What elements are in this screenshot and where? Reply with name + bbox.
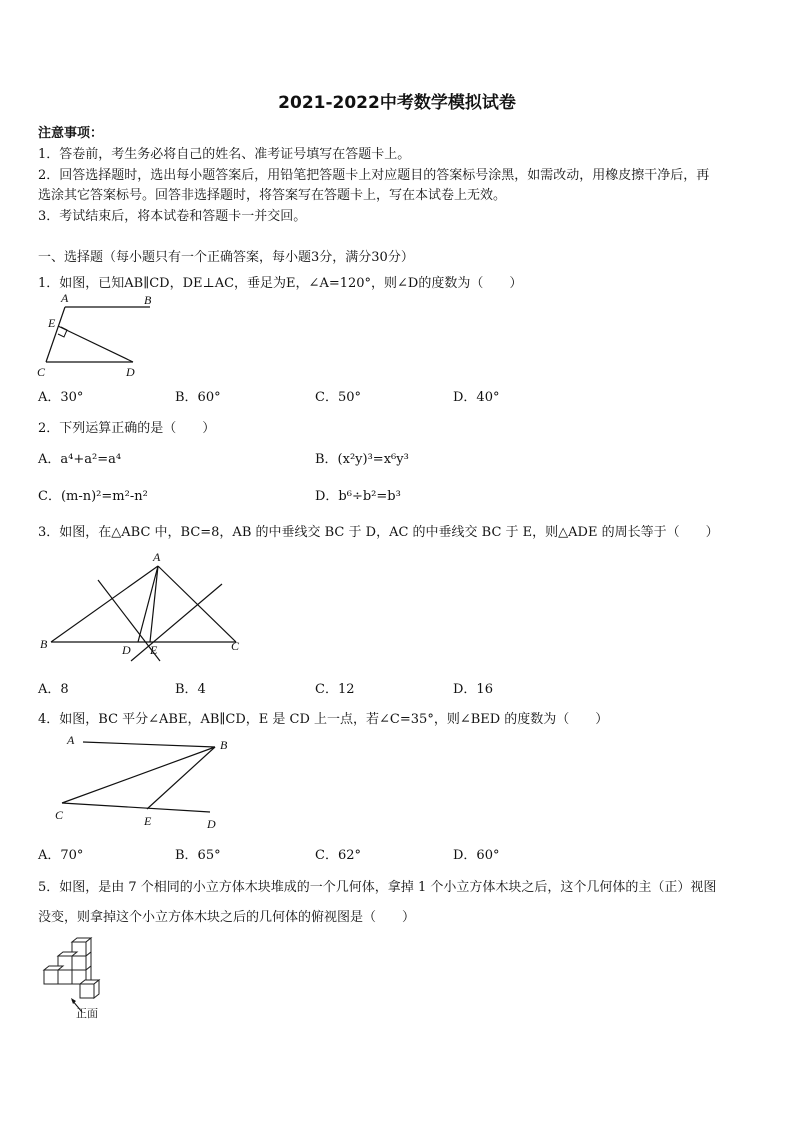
question-5-stem: 5．如图，是由 7 个相同的小立方体木块堆成的一个几何体，拿掉 1 个小立方体木块之后，这个几何体的主（正）视图 (38, 880, 717, 895)
option[interactable]: C．(m-n)²=m²-n² (38, 489, 148, 504)
option[interactable]: A．70° (38, 848, 84, 863)
figure-label: C (55, 808, 64, 822)
notice-heading: 注意事项： (38, 126, 104, 141)
figure-label: C (37, 365, 46, 379)
figure-label: A (153, 550, 161, 564)
option[interactable]: B．60° (175, 390, 221, 405)
figure-label: B (40, 637, 48, 651)
figure-label: A (67, 733, 75, 747)
question-5-cube-figure (36, 936, 116, 1024)
option[interactable]: B．(x²y)³=x⁶y³ (315, 452, 409, 467)
figure-label: E (48, 316, 56, 330)
option[interactable]: A．30° (38, 390, 84, 405)
option[interactable]: C．12 (315, 682, 355, 697)
figure-label: D (122, 643, 131, 657)
option[interactable]: A．8 (38, 682, 69, 697)
question-3-figure (36, 548, 242, 662)
notice-item: 2．回答选择题时，选出每小题答案后，用铅笔把答题卡上对应题目的答案标号涂黑，如需改动，用橡皮擦干净后，再 (38, 168, 710, 183)
notice-item: 1．答卷前，考生务必将自己的姓名、准考证号填写在答题卡上。 (38, 147, 411, 162)
front-view-label: 正面 (76, 1007, 98, 1020)
option[interactable]: D．40° (453, 390, 500, 405)
question-5-stem: 没变，则拿掉这个小立方体木块之后的几何体的俯视图是（ ） (38, 910, 416, 925)
option[interactable]: C．50° (315, 390, 361, 405)
figure-label: E (150, 643, 158, 657)
question-4-figure (50, 730, 235, 832)
figure-label: D (207, 817, 216, 831)
question-4-stem: 4．如图，BC 平分∠ABE，AB∥CD，E 是 CD 上一点，若∠C=35°，则∠BED 的度数为（ ） (38, 712, 609, 727)
option[interactable]: D．b⁶÷b²=b³ (315, 489, 401, 504)
section-heading: 一、选择题（每小题只有一个正确答案，每小题3分，满分30分） (38, 250, 414, 265)
notice-item: 选涂其它答案标号。回答非选择题时，将答案写在答题卡上，写在本试卷上无效。 (38, 188, 507, 203)
figure-label: B (144, 293, 152, 307)
notice-item: 3．考试结束后，将本试卷和答题卡一并交回。 (38, 209, 307, 224)
page-title: 2021-2022中考数学模拟试卷 (278, 93, 516, 113)
question-1-figure (30, 290, 160, 382)
option[interactable]: C．62° (315, 848, 361, 863)
question-2-stem: 2．下列运算正确的是（ ） (38, 421, 216, 436)
question-1-stem: 1．如图，已知AB∥CD，DE⊥AC，垂足为E，∠A=120°，则∠D的度数为（ ） (38, 276, 523, 291)
option[interactable]: A．a⁴+a²=a⁴ (38, 452, 122, 467)
figure-label: D (126, 365, 135, 379)
option[interactable]: D．60° (453, 848, 500, 863)
question-3-stem: 3．如图，在△ABC 中，BC=8，AB 的中垂线交 BC 于 D，AC 的中垂线交 BC 于 E，则△ADE 的周长等于（ ） (38, 525, 719, 540)
option[interactable]: D．16 (453, 682, 493, 697)
option[interactable]: B．4 (175, 682, 206, 697)
figure-label: A (61, 291, 69, 305)
figure-label: C (231, 639, 240, 653)
option[interactable]: B．65° (175, 848, 221, 863)
figure-label: E (144, 814, 152, 828)
figure-label: B (220, 738, 228, 752)
